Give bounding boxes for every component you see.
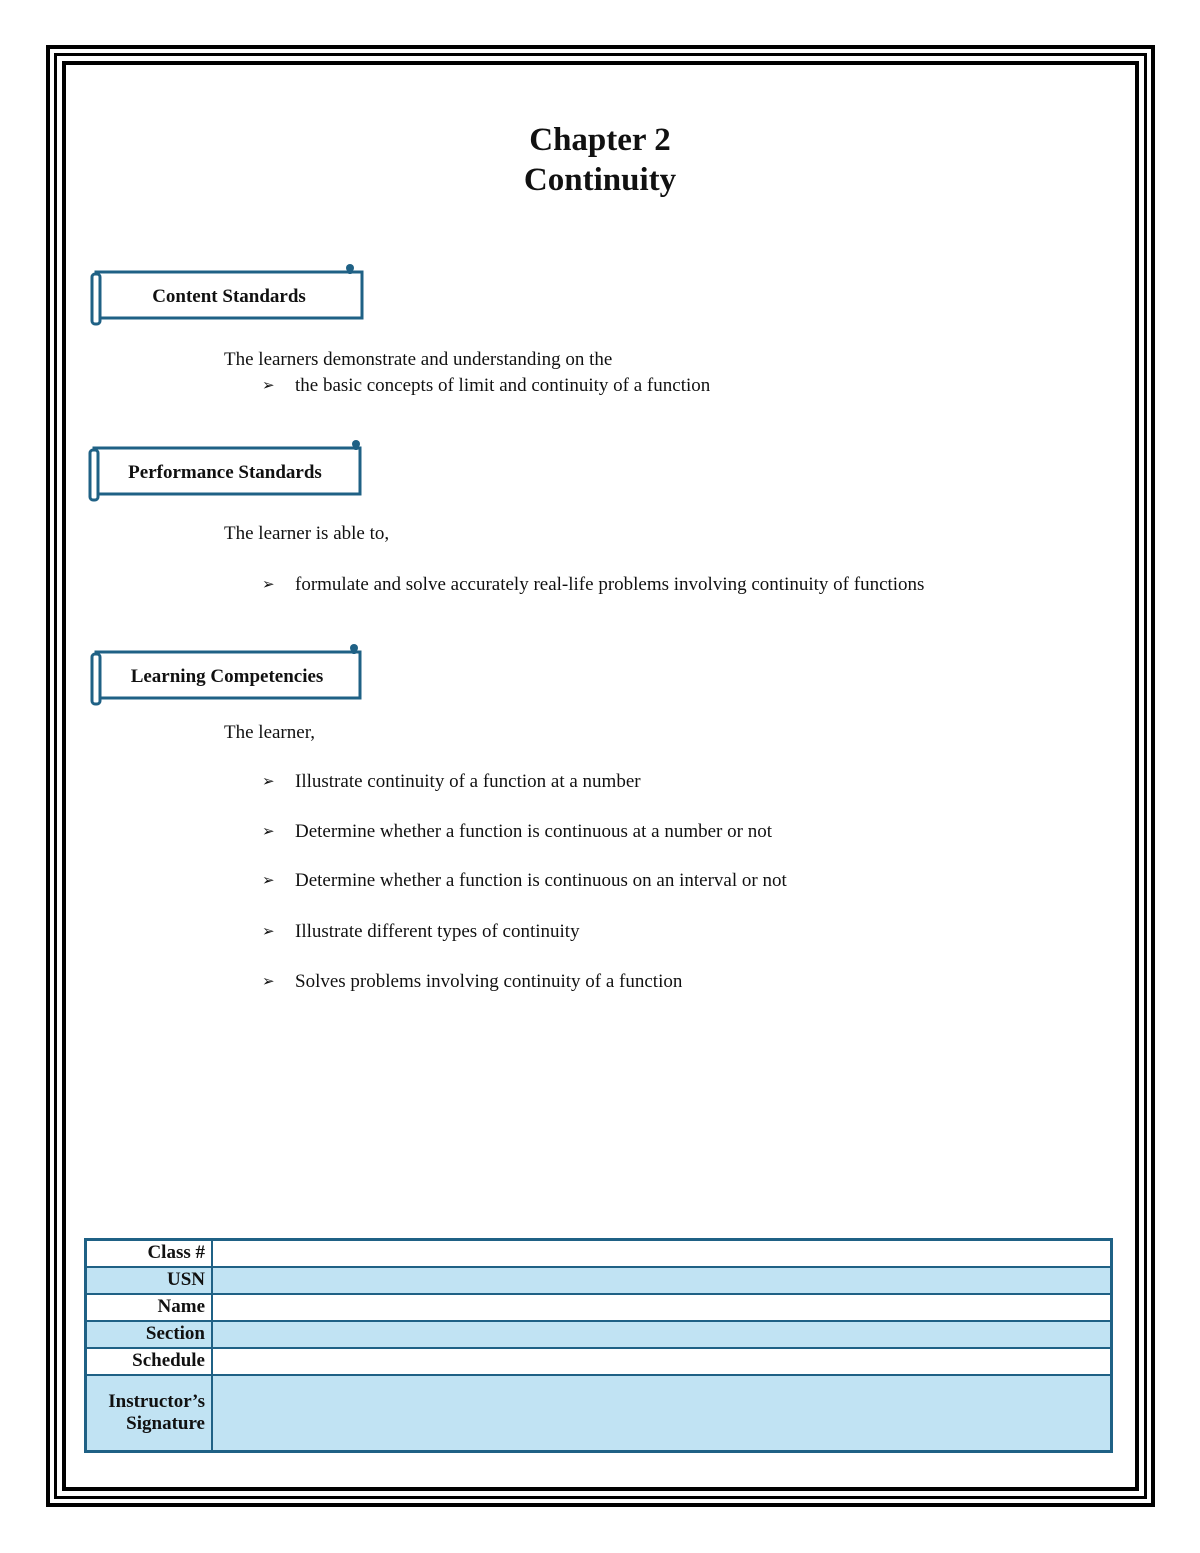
table-row — [86, 1321, 1112, 1348]
usn-label: USN — [86, 1267, 213, 1294]
class-number-label: Class # — [86, 1240, 213, 1267]
list-item-text: Illustrate different types of continuity — [295, 921, 580, 942]
instructor-signature-label-line1: Instructor’s — [108, 1390, 205, 1412]
performance-standards-banner — [84, 438, 364, 508]
schedule-field[interactable] — [212, 1348, 1112, 1375]
learning-competencies-banner — [86, 642, 366, 712]
content-standards-intro: The learners demonstrate and understanding on the — [224, 349, 613, 370]
list-item-text: formulate and solve accurately real-life problems involving continuity of functions — [295, 574, 925, 595]
instructor-signature-field[interactable] — [212, 1375, 1112, 1452]
list-item-text: Solves problems involving continuity of a function — [295, 971, 683, 992]
table-row — [86, 1348, 1112, 1375]
section-field[interactable] — [212, 1321, 1112, 1348]
table-row — [86, 1294, 1112, 1321]
performance-standards-intro: The learner is able to, — [224, 523, 390, 544]
table-row — [86, 1267, 1112, 1294]
arrow-bullet-icon: ➢ — [262, 824, 275, 840]
content-standards-heading: Content Standards — [152, 286, 306, 307]
section-label: Section — [86, 1321, 213, 1348]
chapter-number: Chapter 2 — [529, 122, 671, 158]
class-number-field[interactable] — [212, 1240, 1112, 1267]
name-field[interactable] — [212, 1294, 1112, 1321]
list-item-text: Determine whether a function is continuous at a number or not — [295, 821, 772, 842]
learning-competencies-heading: Learning Competencies — [130, 666, 324, 687]
instructor-signature-label-line2: Signature — [126, 1412, 205, 1434]
instructor-signature-label — [86, 1375, 213, 1452]
arrow-bullet-icon: ➢ — [262, 974, 275, 990]
list-item-text: the basic concepts of limit and continuity of a function — [295, 375, 711, 396]
usn-field[interactable] — [212, 1267, 1112, 1294]
chapter-title: Continuity — [523, 162, 677, 198]
arrow-bullet-icon: ➢ — [262, 873, 275, 889]
table-row — [86, 1240, 1112, 1267]
student-info-table — [84, 1238, 1113, 1453]
performance-standards-heading: Performance Standards — [128, 462, 322, 483]
arrow-bullet-icon: ➢ — [262, 924, 275, 940]
name-label: Name — [86, 1294, 213, 1321]
list-item-text: Determine whether a function is continuous on an interval or not — [295, 870, 787, 891]
arrow-bullet-icon: ➢ — [262, 378, 275, 394]
table-row — [86, 1375, 1112, 1452]
arrow-bullet-icon: ➢ — [262, 774, 275, 790]
list-item-text: Illustrate continuity of a function at a number — [295, 771, 641, 792]
schedule-label: Schedule — [86, 1348, 213, 1375]
arrow-bullet-icon: ➢ — [262, 577, 275, 593]
learning-competencies-intro: The learner, — [224, 722, 316, 743]
content-standards-banner — [88, 262, 368, 332]
